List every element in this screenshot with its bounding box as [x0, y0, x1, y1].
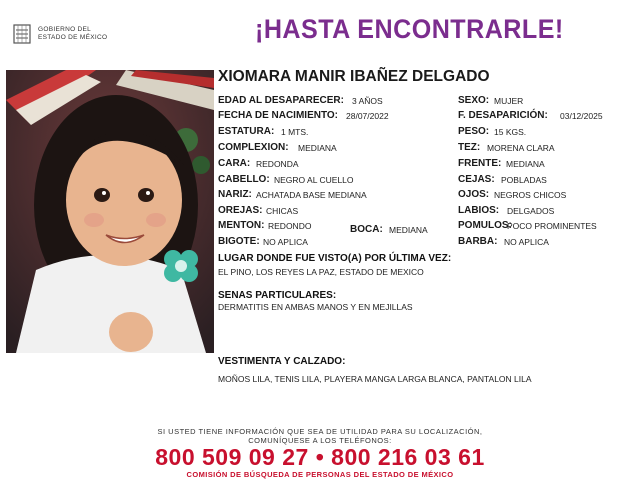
- complexion-label: TEZ:: [458, 142, 481, 153]
- person-name: XIOMARA MANIR IBAÑEZ DELGADO: [218, 68, 490, 85]
- mustache-value: NO APLICA: [263, 237, 308, 247]
- hair-label: CABELLO:: [218, 174, 270, 185]
- lips-value: DELGADOS: [507, 206, 555, 216]
- complexion-value: MORENA CLARA: [487, 143, 555, 153]
- beard-value: NO APLICA: [504, 237, 549, 247]
- lips-label: LABIOS:: [458, 205, 500, 216]
- cheekbones-value: POCO PROMINENTES: [507, 221, 597, 231]
- birthdate-value: 28/07/2022: [346, 111, 389, 121]
- distinctive-marks-value: DERMATITIS EN AMBAS MANOS Y EN MEJILLAS: [218, 302, 413, 312]
- eyes-label: OJOS:: [458, 189, 490, 200]
- chin-value: REDONDO: [268, 221, 312, 231]
- hair-value: NEGRO AL CUELLO: [274, 175, 354, 185]
- build-value: MEDIANA: [298, 143, 337, 153]
- last-seen-label: LUGAR DONDE FUE VISTO(A) POR ÚLTIMA VEZ:: [218, 253, 452, 264]
- birthdate-label: FECHA DE NACIMIENTO:: [218, 110, 338, 121]
- ears-value: CHICAS: [266, 206, 299, 216]
- disappearance-date-label: F. DESAPARICIÓN:: [458, 110, 548, 121]
- clothing-label: VESTIMENTA Y CALZADO:: [218, 356, 346, 367]
- weight-label: PESO:: [458, 126, 490, 137]
- build-label: COMPLEXION:: [218, 142, 289, 153]
- nose-label: NARIZ:: [218, 189, 252, 200]
- age-value: 3 AÑOS: [352, 96, 383, 106]
- nose-value: ACHATADA BASE MEDIANA: [256, 190, 367, 200]
- government-logo: [10, 22, 120, 48]
- face-label: CARA:: [218, 158, 251, 169]
- weight-value: 15 KGS.: [494, 127, 527, 137]
- height-value: 1 MTS.: [281, 127, 309, 137]
- distinctive-marks-label: SENAS PARTICULARES:: [218, 290, 337, 301]
- mouth-value: MEDIANA: [389, 225, 428, 235]
- ears-label: OREJAS:: [218, 205, 263, 216]
- missing-person-photo: [6, 70, 214, 353]
- sex-label: SEXO:: [458, 95, 490, 106]
- chin-label: MENTON:: [218, 220, 265, 231]
- cheekbones-label: POMULOS:: [458, 220, 512, 231]
- mustache-label: BIGOTE:: [218, 236, 260, 247]
- commission-name: COMISIÓN DE BÚSQUEDA DE PERSONAS DEL ESTADO DE MÉXICO: [186, 470, 454, 479]
- forehead-value: MEDIANA: [506, 159, 545, 169]
- mouth-label: BOCA:: [350, 224, 383, 235]
- clothing-value: MOÑOS LILA, TENIS LILA, PLAYERA MANGA LARGA BLANCA, PANTALON LILA: [218, 374, 532, 384]
- state-seal-icon: [10, 22, 34, 46]
- disappearance-date-value: 03/12/2025: [560, 111, 603, 121]
- contact-instructions: SI USTED TIENE INFORMACIÓN QUE SEA DE UTILIDAD PARA SU LOCALIZACIÓN, COMUNÍQUESE A LOS TELÉFONOS:: [157, 427, 483, 445]
- eyes-value: NEGROS CHICOS: [494, 190, 567, 200]
- age-label: EDAD AL DESAPARECER:: [218, 95, 344, 106]
- eyebrows-label: CEJAS:: [458, 174, 495, 185]
- last-seen-value: EL PINO, LOS REYES LA PAZ, ESTADO DE MEXICO: [218, 267, 424, 277]
- government-name: GOBIERNO DEL ESTADO DE MÉXICO: [38, 26, 108, 41]
- phone-numbers[interactable]: 800 509 09 27 • 800 216 03 61: [155, 444, 485, 470]
- height-label: ESTATURA:: [218, 126, 275, 137]
- sex-value: MUJER: [494, 96, 524, 106]
- headline: ¡HASTA ENCONTRARLE!: [255, 14, 564, 44]
- face-value: REDONDA: [256, 159, 299, 169]
- eyebrows-value: POBLADAS: [501, 175, 547, 185]
- beard-label: BARBA:: [458, 236, 498, 247]
- forehead-label: FRENTE:: [458, 158, 502, 169]
